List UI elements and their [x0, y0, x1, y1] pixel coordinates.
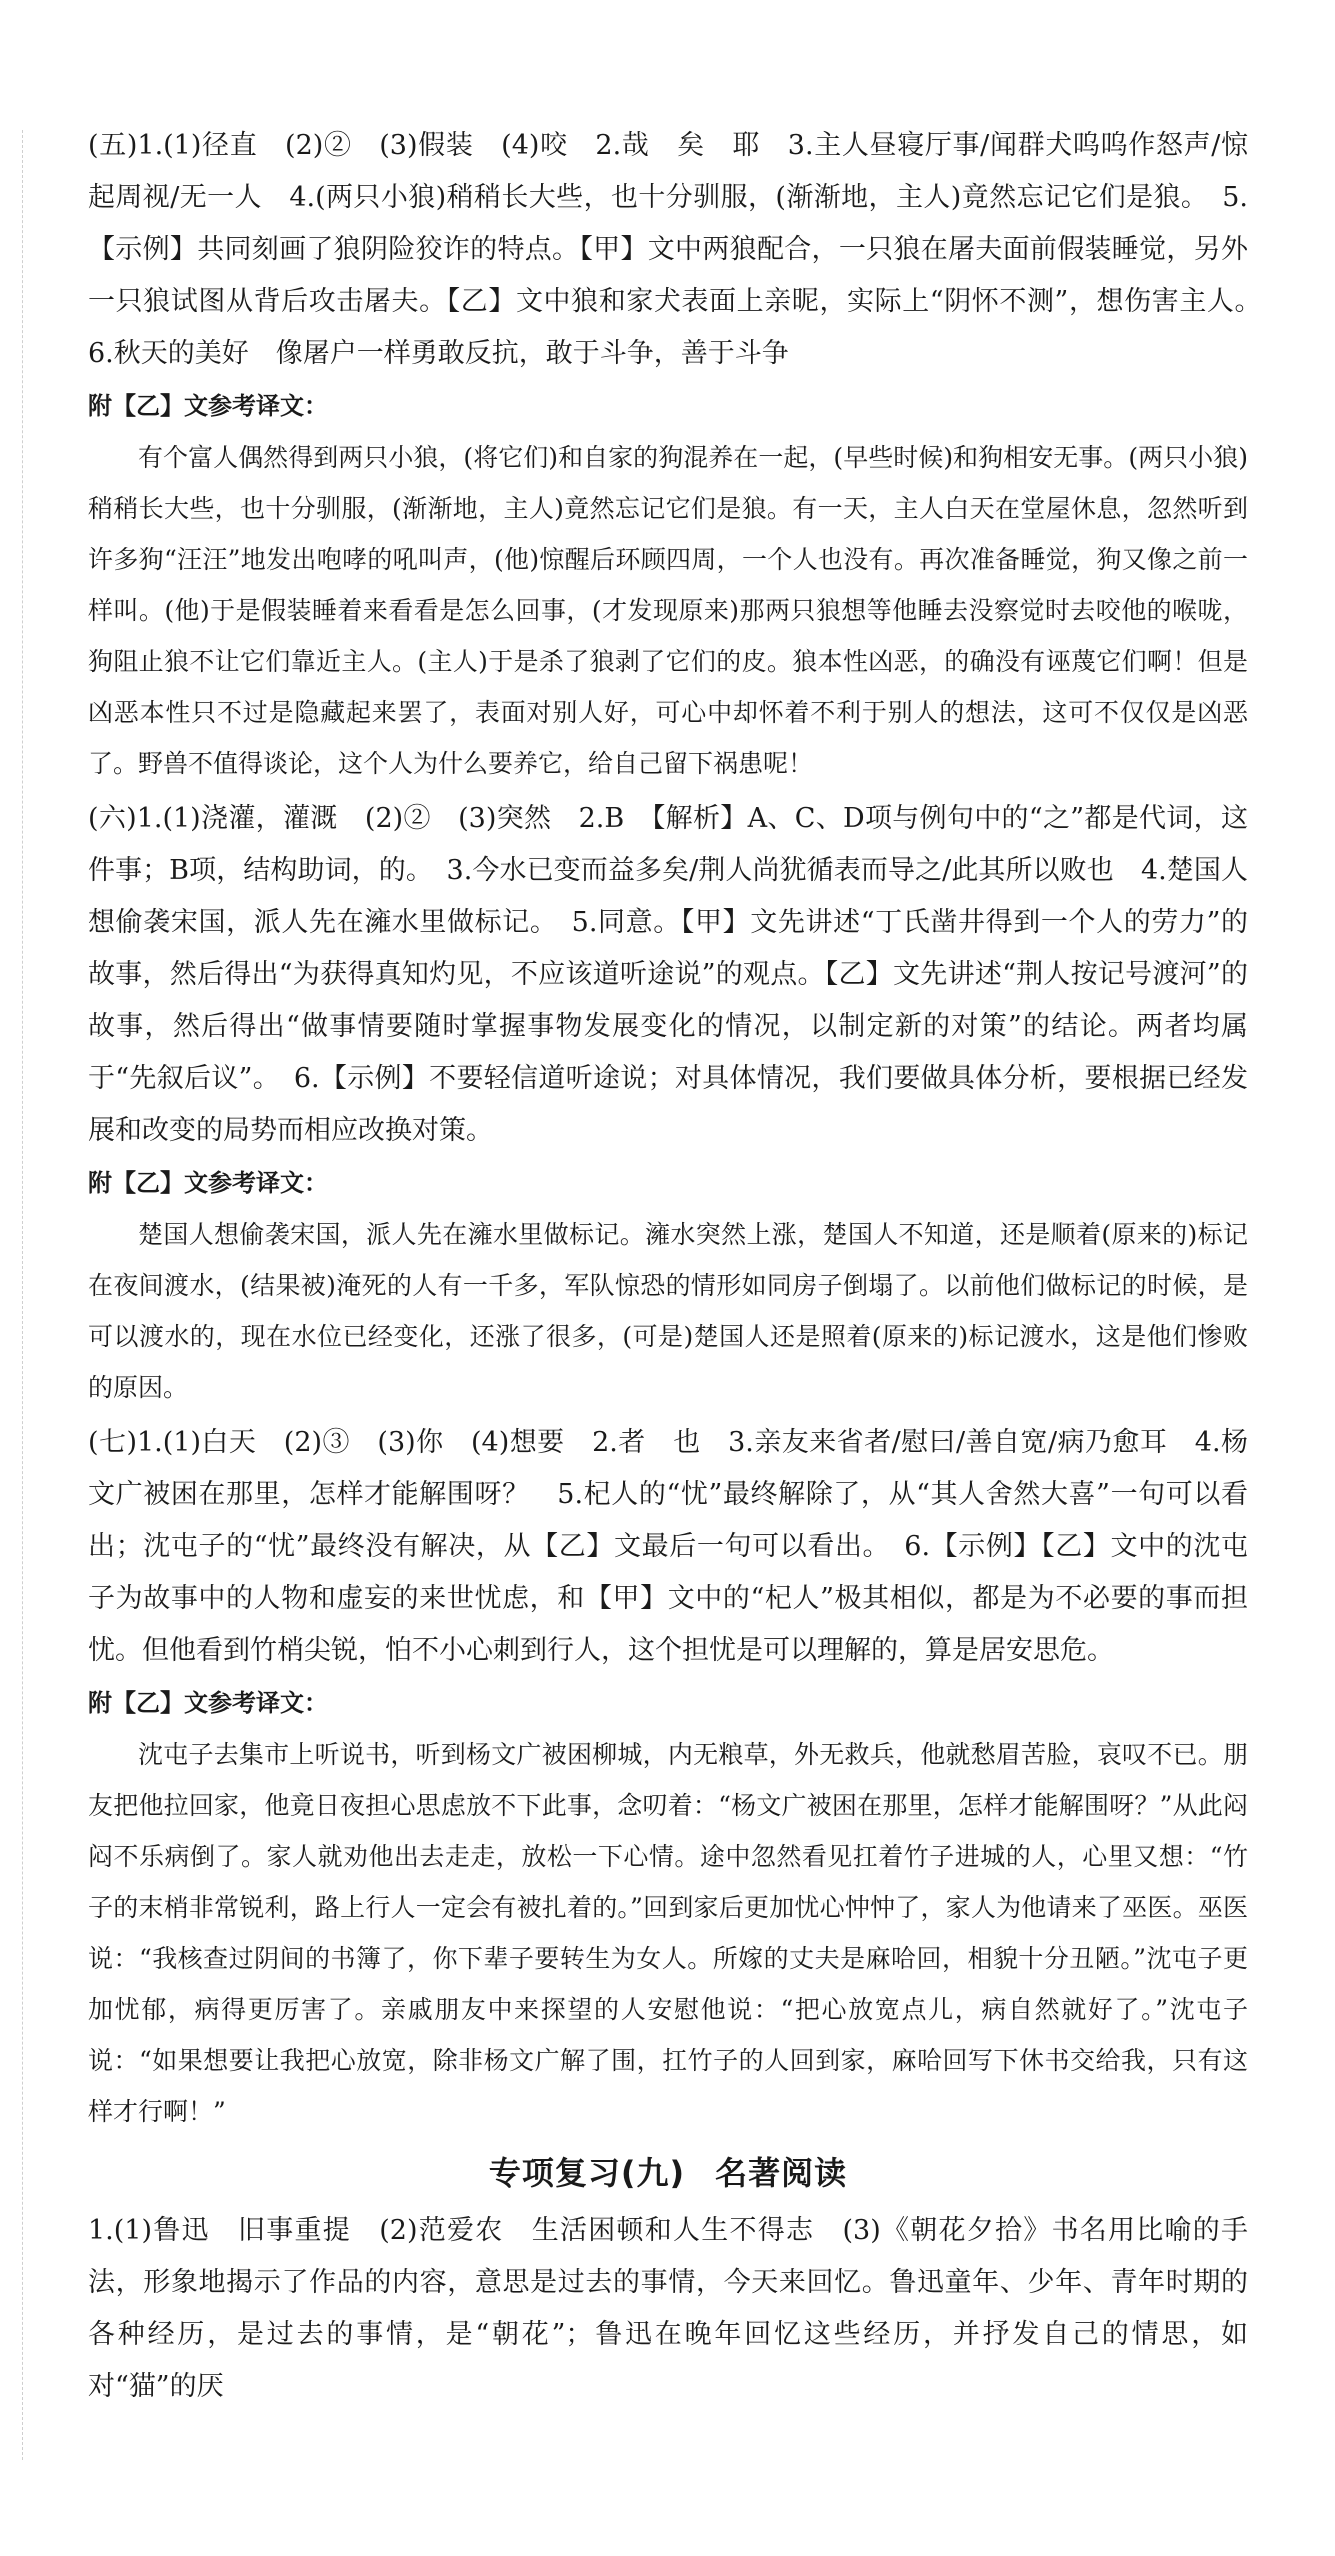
appendix-label-5: 附【乙】文参考译文：: [88, 392, 328, 420]
answer-block-7: (七)1.(1)白天 (2)③ (3)你 (4)想要 2.者 也 3.亲友来省者/慰曰/善自宽/病乃愈耳 4.杨文广被困在那里，怎样才能解围呀？ 5.杞人的“忧”最终解除了，从“其人舍然大喜”一句可以看出；沈屯子的“忧”最终没有解决，从【乙】文最后一句可以看出。 6.【示例】【乙】文中的沈屯子为故事中的人物和虚妄的来世忧虑，和【甲】文中的“杞人”极其相似，都是为不必要的事而担忧。但他看到竹梢尖锐，怕不小心刺到行人，这个担忧是可以理解的，算是居安思危。: [88, 1427, 1248, 1666]
section-title-sub: 名著阅读: [715, 2154, 848, 2192]
section-title: [88, 2143, 1248, 2203]
translation-6: 楚国人想偷袭宋国，派人先在澭水里做标记。澭水突然上涨，楚国人不知道，还是顺着(原来的)标记在夜间渡水，(结果被)淹死的人有一千多，军队惊恐的情形如同房子倒塌了。以前他们做标记的时候，是可以渡水的，现在水位已经变化，还涨了很多，(可是)楚国人还是照着(原来的)标记渡水，这是他们惨败的原因。: [88, 1220, 1248, 1402]
appendix-label-6: 附【乙】文参考译文：: [88, 1169, 328, 1197]
page-content: [88, 120, 1275, 2415]
answer-block-5: (五)1.(1)径直 (2)② (3)假装 (4)咬 2.哉 矣 耶 3.主人昼寝厅事/闻群犬呜呜作怒声/惊起周视/无一人 4.(两只小狼)稍稍长大些，也十分驯服，(渐渐地，主人)竟然忘记它们是狼。 5.【示例】共同刻画了狼阴险狡诈的特点。【甲】文中两狼配合，一只狼在屠夫面前假装睡觉，另外一只狼试图从背后攻击屠夫。【乙】文中狼和家犬表面上亲昵，实际上“阴怀不测”，想伤害主人。 6.秋天的美好 像屠户一样勇敢反抗，敢于斗争，善于斗争: [88, 130, 1275, 369]
appendix-label-7: 附【乙】文参考译文：: [88, 1689, 328, 1717]
translation-5: 有个富人偶然得到两只小狼，(将它们)和自家的狗混养在一起，(早些时候)和狗相安无事。(两只小狼)稍稍长大些，也十分驯服，(渐渐地，主人)竟然忘记它们是狼。有一天，主人白天在堂屋休息，忽然听到许多狗“汪汪”地发出咆哮的吼叫声，(他)惊醒后环顾四周，一个人也没有。再次准备睡觉，狗又像之前一样叫。(他)于是假装睡着来看看是怎么回事，(才发现原来)那两只狼想等他睡去没察觉时去咬他的喉咙，狗阻止狼不让它们靠近主人。(主人)于是杀了狼剥了它们的皮。狼本性凶恶，的确没有诬蔑它们啊！但是凶恶本性只不过是隐藏起来罢了，表面对别人好，可心中却怀着不利于别人的想法，这可不仅仅是凶恶了。野兽不值得谈论，这个人为什么要养它，给自己留下祸患呢！: [88, 443, 1248, 778]
section-title-main: 专项复习(九): [488, 2154, 686, 2192]
binding-edge-line: [22, 130, 23, 2460]
answer-block-famous-works: 1.(1)鲁迅 旧事重提 (2)范爱农 生活困顿和人生不得志 (3)《朝花夕拾》书名用比喻的手法，形象地揭示了作品的内容，意思是过去的事情，今天来回忆。鲁迅童年、少年、青年时期的各种经历，是过去的事情，是“朝花”；鲁迅在晚年回忆这些经历，并抒发自己的情思，如对“猫”的厌: [88, 2215, 1248, 2402]
translation-7: 沈屯子去集市上听说书，听到杨文广被困柳城，内无粮草，外无救兵，他就愁眉苦脸，哀叹不已。朋友把他拉回家，他竟日夜担心思虑放不下此事，念叨着：“杨文广被困在那里，怎样才能解围呀？”从此闷闷不乐病倒了。家人就劝他出去走走，放松一下心情。途中忽然看见扛着竹子进城的人，心里又想：“竹子的末梢非常锐利，路上行人一定会有被扎着的。”回到家后更加忧心忡忡了，家人为他请来了巫医。巫医说：“我核查过阴间的书簿了，你下辈子要转生为女人。所嫁的丈夫是麻哈回，相貌十分丑陋。”沈屯子更加忧郁，病得更厉害了。亲戚朋友中来探望的人安慰他说：“把心放宽点儿，病自然就好了。”沈屯子说：“如果想要让我把心放宽，除非杨文广解了围，扛竹子的人回到家，麻哈回写下休书交给我，只有这样才行啊！”: [88, 1740, 1248, 2126]
answer-block-6: (六)1.(1)浇灌，灌溉 (2)② (3)突然 2.B 【解析】A、C、D项与例句中的“之”都是代词，这件事；B项，结构助词，的。 3.今水已变而益多矣/荆人尚犹循表而导之/此其所以败也 4.楚国人想偷袭宋国，派人先在澭水里做标记。 5.同意。【甲】文先讲述“丁氏凿井得到一个人的劳力”的故事，然后得出“为获得真知灼见，不应该道听途说”的观点。【乙】文先讲述“荆人按记号渡河”的故事，然后得出“做事情要随时掌握事物发展变化的情况，以制定新的对策”的结论。两者均属于“先叙后议”。 6.【示例】不要轻信道听途说；对具体情况，我们要做具体分析，要根据已经发展和改变的局势而相应改换对策。: [88, 803, 1248, 1146]
